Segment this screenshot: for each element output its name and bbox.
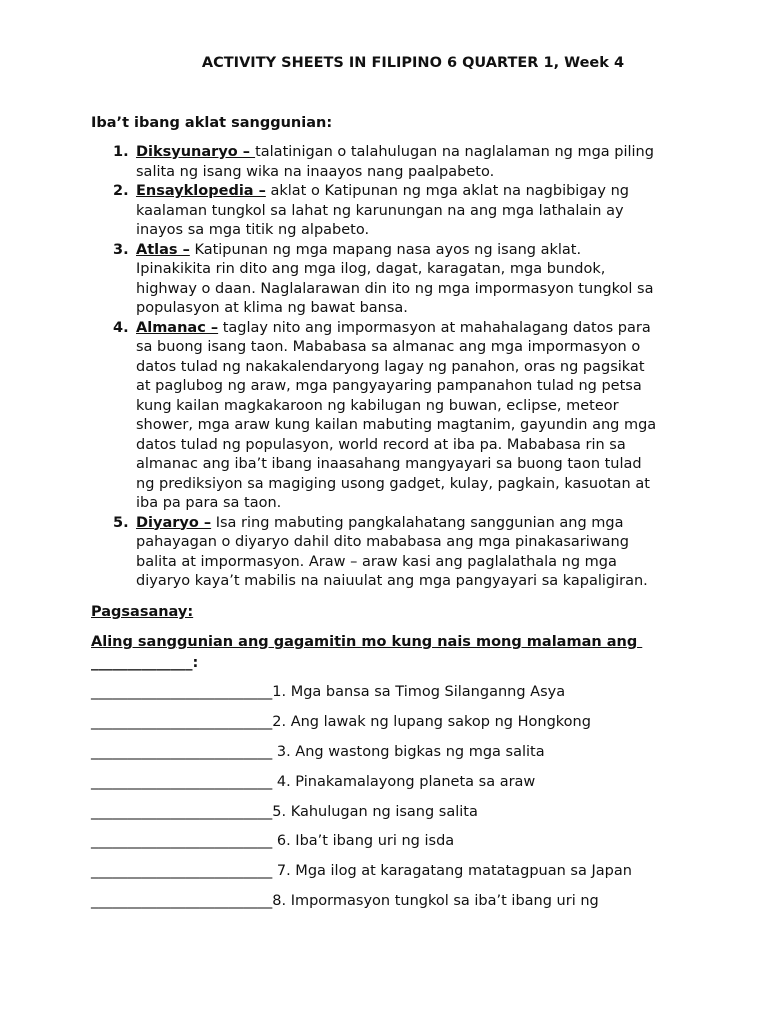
item-text: datos tulad ng populasyon, world record at iba pa. Mababasa rin sa — [136, 436, 626, 453]
item-term: Almanac – — [136, 319, 219, 336]
section-heading: Iba’t ibang aklat sanggunian: — [91, 115, 333, 131]
answer-line-4[interactable]: _________________________ 4. Pinakamalayong planeta sa araw — [91, 774, 536, 790]
item-text: highway o daan. Naglalarawan din ito ng mga impormasyon tungkol sa — [136, 280, 654, 297]
item-text: datos tulad ng nakakalendaryong lagay ng panahon, oras ng pagsikat — [136, 358, 645, 375]
item-text: iba pa para sa taon. — [136, 495, 282, 511]
item-text: Ipinakikita rin dito ang mga ilog, dagat, karagatan, mga bundok, — [136, 261, 606, 277]
exercise-title: Pagsasanay: — [91, 604, 194, 620]
item-text: kung kailan magkakaroon ng kabilugan ng buwan, eclipse, meteor — [136, 397, 619, 414]
answer-line-7[interactable]: _________________________ 7. Mga ilog at karagatang matatagpuan sa Japan — [91, 863, 632, 879]
item-number: 4. — [113, 319, 129, 336]
item-term: Atlas – — [136, 241, 190, 258]
item-term: Ensayklopedia – — [136, 183, 266, 199]
item-text: pahayagan o diyaryo dahil dito mababasa ang mga pinakasariwang — [136, 534, 629, 550]
exercise-question: Aling sanggunian ang gagamitin mo kung nais mong malaman ang — [91, 634, 643, 650]
item-text: shower, mga araw kung kailan mabuting magtanim, gayundin ang mga — [136, 417, 657, 433]
item-text: populasyon at klima ng bawat bansa. — [136, 300, 408, 316]
item-text: salita ng isang wika na inaayos nang paalpabeto. — [136, 163, 495, 180]
answer-line-6[interactable]: _________________________ 6. Iba’t ibang uri ng isda — [91, 833, 455, 849]
list-item — [91, 143, 691, 182]
item-text: taglay nito ang impormasyon at mahahalagang datos para — [218, 319, 651, 336]
list-item — [91, 514, 691, 592]
item-term: Diyaryo – — [136, 514, 212, 531]
list-item — [91, 182, 691, 241]
item-text: almanac ang iba’t ibang inaasahang mangyayari sa buong taon tulad — [136, 456, 642, 472]
item-text: ng prediksiyon sa magiging usong gadget, kulay, pagkain, kasuotan at — [136, 475, 650, 492]
reference-list — [91, 143, 691, 592]
list-item — [91, 241, 691, 319]
item-number: 5. — [113, 514, 129, 531]
item-text: talatinigan o talahulugan na naglalaman ng mga piling — [255, 144, 654, 160]
item-text: sa buong isang taon. Mababasa sa almanac ang mga impormasyon o — [136, 339, 641, 355]
item-number: 3. — [113, 241, 129, 258]
item-text: Isa ring mabuting pangkalahatang sanggunian ang mga — [211, 514, 624, 531]
answer-line-1[interactable]: _________________________1. Mga bansa sa Timog Silanganng Asya — [91, 684, 566, 700]
answer-line-5[interactable]: _________________________5. Kahulugan ng isang salita — [91, 804, 478, 820]
item-number: 1. — [113, 144, 129, 160]
item-term: Diksyunaryo – — [136, 144, 256, 160]
page-title: ACTIVITY SHEETS IN FILIPINO 6 QUARTER 1, Week 4 — [201, 55, 625, 71]
item-text: inayos sa mga titik ng alpabeto. — [136, 222, 370, 238]
answer-line-2[interactable]: _________________________2. Ang lawak ng lupang sakop ng Hongkong — [91, 714, 591, 730]
answer-line-3[interactable]: _________________________ 3. Ang wastong bigkas ng mga salita — [91, 744, 545, 760]
item-text: balita at impormasyon. Araw – araw kasi ang paglalathala ng mga — [136, 553, 617, 570]
exercise-question-blank: ______________: — [91, 655, 199, 671]
answer-line-8[interactable]: _________________________8. Impormasyon tungkol sa iba’t ibang uri ng — [91, 893, 599, 909]
list-item — [91, 319, 691, 514]
item-text: Katipunan ng mga mapang nasa ayos ng isang aklat. — [189, 241, 582, 258]
item-text: diyaryo kaya’t mabilis na naiuulat ang mga pangyayari sa kapaligiran. — [136, 573, 648, 589]
item-number: 2. — [113, 183, 129, 199]
item-text: at paglubog ng araw, mga pangyayaring pampanahon tulad ng petsa — [136, 378, 642, 394]
item-text: kaalaman tungkol sa lahat ng karunungan na ang mga lathalain ay — [136, 202, 624, 219]
item-text: aklat o Katipunan ng mga aklat na nagbibigay ng — [265, 183, 629, 199]
